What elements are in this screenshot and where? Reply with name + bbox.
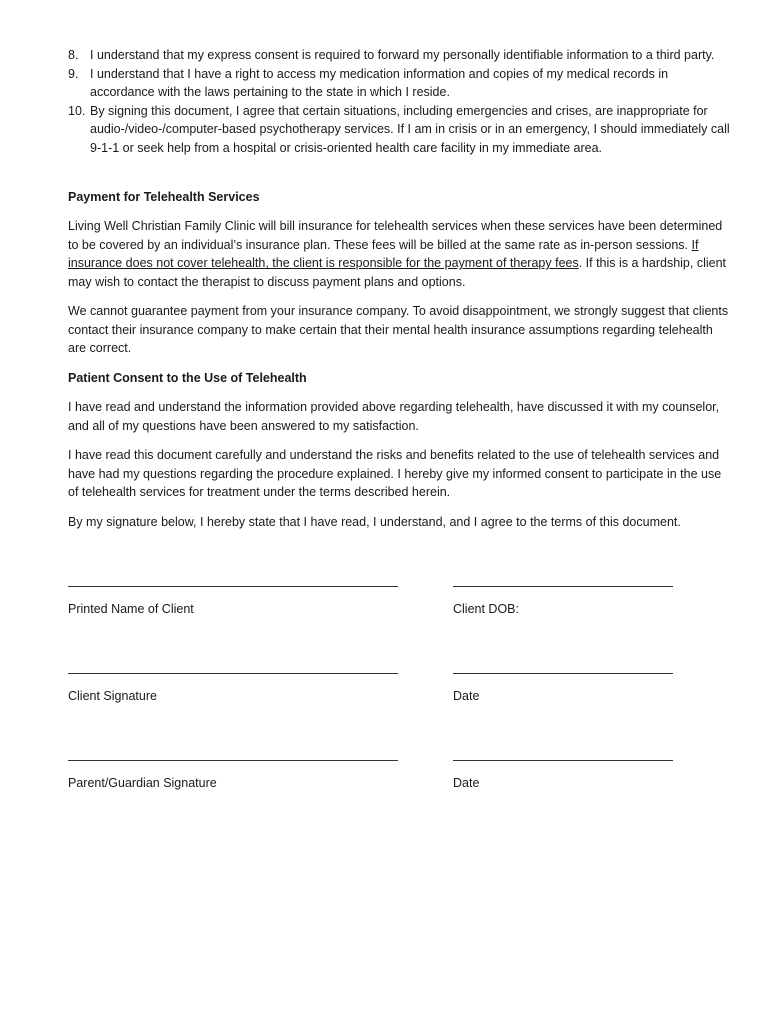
payment-text: Living Well Christian Family Clinic will bill insurance for telehealth services when these services have been determined to be covered by an individual’s insurance plan. These fees will be billed at the same rate as in-person sessions. (68, 219, 723, 252)
list-item (68, 65, 732, 102)
item-text: I understand that I have a right to access my medication information and copies of my medical records in accordance with the laws pertaining to the state in which I reside. (90, 66, 669, 100)
payment-heading: Payment for Telehealth Services (68, 190, 260, 204)
payment-paragraph-1 (68, 217, 732, 291)
payment-underlined-text: If insurance does not cover telehealth, the client is responsible for the payment of therapy fees (68, 237, 699, 271)
item-text: I understand that my express consent is required to forward my personally identifiable information to a third party. (90, 48, 715, 62)
date-line-1[interactable] (453, 673, 673, 674)
printed-name-label: Printed Name of Client (68, 602, 194, 616)
consent-paragraph-2: I have read this document carefully and understand the risks and benefits related to the use of telehealth services and have had my questions regarding the procedure explained. I hereby give my informed consent to participate in the use of telehealth services for treatment under the terms described herein. (68, 448, 722, 500)
guardian-signature-label: Parent/Guardian Signature (68, 776, 217, 790)
list-item (68, 46, 732, 65)
date-label-1: Date (453, 689, 480, 703)
payment-text-end: . If this is a hardship, client may wish to contact the therapist to discuss payment plans and options. (68, 256, 727, 289)
printed-name-line[interactable] (68, 586, 398, 587)
item-number: 8. (68, 48, 79, 62)
date-line-2[interactable] (453, 760, 673, 761)
client-signature-line[interactable] (68, 673, 398, 674)
item-number: 9. (68, 66, 79, 81)
client-signature-label: Client Signature (68, 689, 157, 703)
item-text: By signing this document, I agree that certain situations, including emergencies and crises, are inappropriate for audio-/video-/computer-based psychotherapy services. If I am in crisis or in an emergency, I should immediately call 9-1-1 or seek help from a hospital or crisis-oriented health care facility in my immediate area. (90, 103, 730, 155)
consent-paragraph-1: I have read and understand the information provided above regarding telehealth, have discussed it with my counselor, and all of my questions have been answered to my satisfaction. (68, 400, 720, 433)
client-dob-line[interactable] (453, 586, 673, 587)
list-item (68, 102, 732, 158)
consent-paragraph-3: By my signature below, I hereby state that I have read, I understand, and I agree to the terms of this document. (68, 515, 681, 529)
date-label-2: Date (453, 776, 480, 790)
guardian-signature-line[interactable] (68, 760, 398, 761)
item-number: 10. (68, 103, 86, 118)
consent-heading: Patient Consent to the Use of Telehealth (68, 371, 307, 385)
payment-paragraph-2: We cannot guarantee payment from your insurance company. To avoid disappointment, we strongly suggest that clients contact their insurance company to make certain that their mental health insurance assumptions regarding telehealth are correct. (68, 304, 729, 356)
client-dob-label: Client DOB: (453, 602, 519, 616)
numbered-list (68, 46, 732, 158)
